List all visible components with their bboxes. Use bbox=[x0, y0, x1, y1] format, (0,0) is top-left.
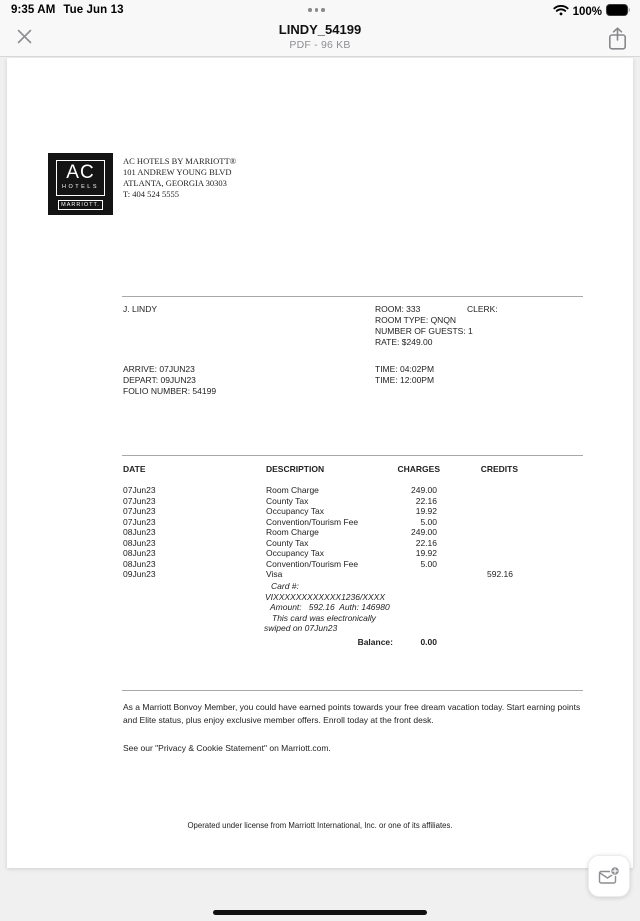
number-of-guests: NUMBER OF GUESTS: 1 bbox=[375, 326, 473, 336]
card-number-masked: VIXXXXXXXXXXXX1236/XXXX bbox=[265, 591, 386, 602]
cell-date: 07Jun23 bbox=[123, 485, 156, 495]
cell-date: 08Jun23 bbox=[123, 527, 156, 537]
cell-date: 09Jun23 bbox=[123, 569, 156, 579]
stay-times-block bbox=[375, 364, 434, 386]
cell-description: County Tax bbox=[266, 495, 309, 506]
checkout-time: TIME: 12:00PM bbox=[375, 375, 435, 385]
cell-charge: 22.16 bbox=[415, 537, 437, 548]
bonvoy-note: As a Marriott Bonvoy Member, you could have earned points towards your free dream vacation today. Start earning points and Elite status, plus enjoy exclusive member offers. Enroll today at the front desk. bbox=[123, 702, 581, 725]
share-button[interactable] bbox=[606, 26, 630, 52]
status-bar bbox=[0, 0, 640, 20]
cell-date: 07Jun23 bbox=[123, 495, 156, 506]
depart-date: DEPART: 09JUN23 bbox=[123, 375, 196, 385]
logo-hotels-text: HOTELS bbox=[61, 184, 99, 190]
stay-dates-block bbox=[123, 364, 216, 397]
card-label: Card #: bbox=[271, 581, 299, 591]
room-type: ROOM TYPE: QNQN bbox=[375, 315, 457, 325]
divider-footer bbox=[122, 690, 583, 691]
table-header-charges: CHARGES bbox=[397, 464, 440, 474]
cell-charge: 5.00 bbox=[420, 516, 437, 527]
room-info-block bbox=[375, 304, 498, 348]
cell-description: Room Charge bbox=[266, 485, 319, 495]
card-swiped-note-1: This card was electronically bbox=[272, 612, 376, 623]
cell-date: 07Jun23 bbox=[123, 516, 156, 527]
divider-top bbox=[122, 296, 583, 297]
cell-charge: 19.92 bbox=[415, 506, 437, 516]
status-time: 9:35 AM bbox=[11, 4, 56, 16]
balance-label: Balance: bbox=[357, 637, 393, 647]
table-header-credits: CREDITS bbox=[480, 464, 518, 474]
cell-description: Room Charge bbox=[266, 527, 319, 537]
hotel-street: 101 ANDREW YOUNG BLVD bbox=[123, 167, 232, 177]
cell-description: Occupancy Tax bbox=[266, 548, 324, 558]
hotel-name: AC HOTELS BY MARRIOTT® bbox=[123, 156, 237, 166]
arrive-date: ARRIVE: 07JUN23 bbox=[123, 364, 195, 374]
folio-number: FOLIO NUMBER: 54199 bbox=[123, 386, 217, 396]
cell-credit: 592.16 bbox=[487, 569, 513, 579]
rate: RATE: $249.00 bbox=[375, 337, 433, 347]
cell-date: 08Jun23 bbox=[123, 558, 156, 569]
logo-brand-text: AC bbox=[66, 162, 95, 183]
logo-marriott-text: MARRIOTT. bbox=[58, 200, 103, 210]
room-number: ROOM: 333 bbox=[375, 304, 421, 314]
cell-charge: 249.00 bbox=[411, 485, 437, 495]
table-header-date: DATE bbox=[123, 464, 146, 474]
table-header-description: DESCRIPTION bbox=[266, 464, 325, 474]
cell-date: 07Jun23 bbox=[123, 506, 156, 516]
guest-name: J. LINDY bbox=[123, 304, 158, 314]
wifi-icon bbox=[553, 3, 569, 21]
document-title: LINDY_54199 bbox=[278, 22, 362, 37]
cell-charge: 249.00 bbox=[411, 527, 437, 537]
license-note: Operated under license from Marriott International, Inc. or one of its affiliates. bbox=[187, 821, 453, 830]
privacy-note: See our "Privacy & Cookie Statement" on Marriott.com. bbox=[123, 743, 331, 753]
battery-percent: 100% bbox=[572, 6, 602, 18]
share-icon bbox=[606, 26, 629, 52]
hotel-address-block bbox=[123, 156, 236, 200]
compose-email-button[interactable] bbox=[588, 855, 630, 897]
cell-description: Convention/Tourism Fee bbox=[266, 558, 359, 569]
card-amount-auth: Amount: 592.16 Auth: 146980 bbox=[270, 602, 390, 612]
checkin-time: TIME: 04:02PM bbox=[375, 364, 435, 374]
ac-hotels-logo bbox=[48, 153, 113, 215]
cell-description: County Tax bbox=[266, 537, 309, 548]
envelope-plus-icon bbox=[597, 864, 621, 888]
cell-description: Occupancy Tax bbox=[266, 506, 324, 516]
hotel-city: ATLANTA, GEORGIA 30303 bbox=[123, 178, 227, 188]
ac-logo-box bbox=[56, 160, 105, 196]
cell-charge: 19.92 bbox=[415, 548, 437, 558]
status-date: Tue Jun 13 bbox=[63, 4, 124, 16]
divider-table bbox=[122, 455, 583, 456]
card-swiped-note-2: swiped on 07Jun23 bbox=[264, 623, 338, 633]
cell-charge: 5.00 bbox=[420, 558, 437, 569]
clerk: CLERK: bbox=[467, 304, 498, 314]
home-indicator[interactable] bbox=[213, 910, 427, 915]
balance-value: 0.00 bbox=[420, 637, 437, 647]
status-time-date bbox=[11, 4, 124, 16]
cell-description: Visa bbox=[266, 569, 283, 579]
top-chrome bbox=[0, 0, 640, 57]
cell-date: 08Jun23 bbox=[123, 537, 156, 548]
ellipsis-dots-icon[interactable] bbox=[308, 8, 325, 12]
cell-charge: 22.16 bbox=[415, 495, 437, 506]
cell-date: 08Jun23 bbox=[123, 548, 156, 558]
pdf-page[interactable] bbox=[7, 58, 633, 868]
document-subtitle: PDF - 96 KB bbox=[289, 39, 351, 51]
hotel-phone: T: 404 524 5555 bbox=[123, 189, 180, 199]
cell-description: Convention/Tourism Fee bbox=[266, 516, 359, 527]
battery-icon bbox=[606, 3, 631, 21]
